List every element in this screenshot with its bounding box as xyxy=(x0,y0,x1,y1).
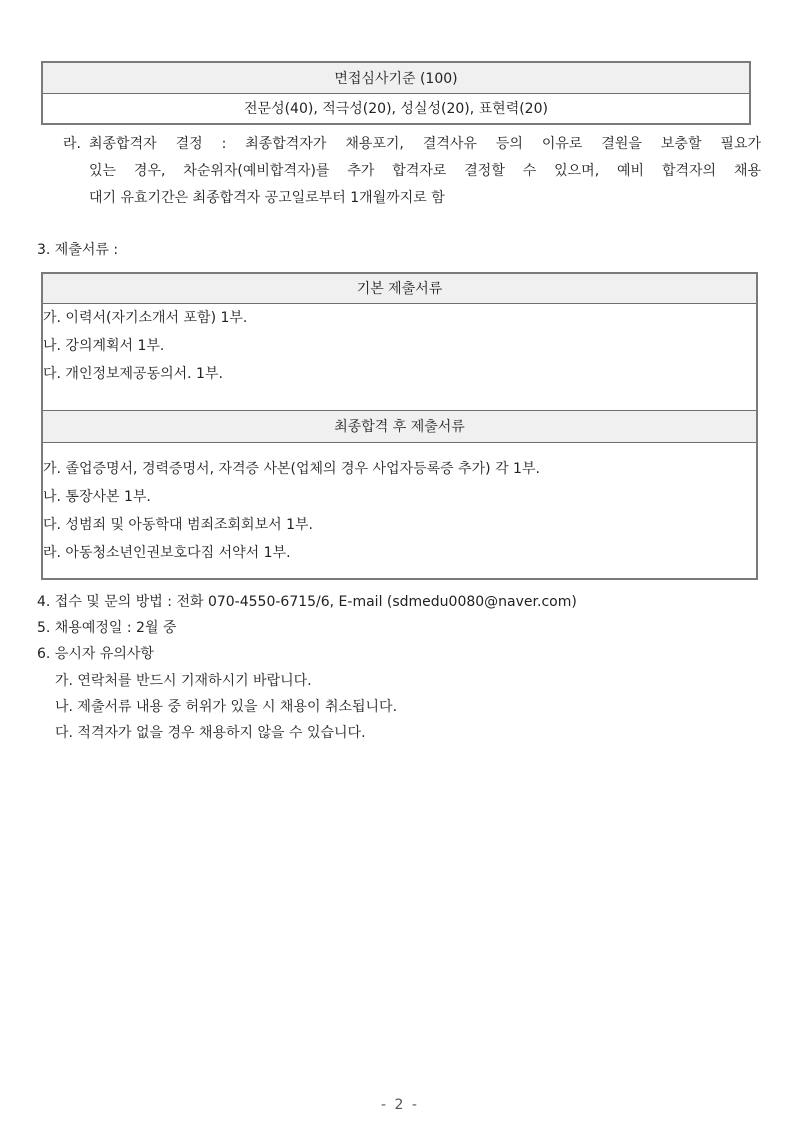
section-6-title: 6. 응시자 유의사항 xyxy=(37,646,154,662)
basic-documents-header: 기본 제출서류 xyxy=(42,273,757,303)
section-6-notes xyxy=(55,668,397,746)
after-final-documents-header: 최종합격 후 제출서류 xyxy=(42,410,757,442)
after-final-document-item: 가. 졸업증명서, 경력증명서, 자격증 사본(업체의 경우 사업자등록증 추가) 각 1부. xyxy=(43,460,540,477)
applicant-note: 나. 제출서류 내용 중 허위가 있을 시 채용이 취소됩니다. xyxy=(55,699,398,715)
interview-criteria-values: 전문성(40), 적극성(20), 성실성(20), 표현력(20) xyxy=(42,93,750,124)
final-decision-line-1: 최종합격자 결정 : 최종합격자가 채용포기, 결격사유 등의 이유로 결원을 보충할 필요가 xyxy=(89,136,761,152)
after-final-document-item: 다. 성범죄 및 아동학대 범죄조회회보서 1부. xyxy=(43,516,313,533)
contact-label: 4. 접수 및 문의 방법 : xyxy=(37,594,177,610)
interview-criteria-table xyxy=(41,61,751,125)
after-final-document-item: 라. 아동청소년인권보호다짐 서약서 1부. xyxy=(43,544,291,561)
after-final-document-item: 나. 통장사본 1부. xyxy=(43,488,151,505)
basic-document-item: 가. 이력서(자기소개서 포함) 1부. xyxy=(43,309,248,326)
final-decision-line-3: 대기 유효기간은 최종합격자 공고일로부터 1개월까지로 함 xyxy=(89,190,445,206)
section-4-contact xyxy=(37,592,577,612)
interview-criteria-header: 면접심사기준 (100) xyxy=(42,62,750,93)
basic-documents-list xyxy=(42,303,757,410)
after-final-documents-list xyxy=(42,442,757,579)
final-decision-marker: 라. xyxy=(63,136,81,152)
contact-value: 전화 070-4550-6715/6, E-mail (sdmedu0080@naver.com) xyxy=(176,594,577,610)
page-number: - 2 - xyxy=(381,1097,419,1113)
submission-documents-table xyxy=(41,272,758,580)
final-decision-paragraph xyxy=(63,131,763,212)
applicant-note: 다. 적격자가 없을 경우 채용하지 않을 수 있습니다. xyxy=(55,725,366,741)
basic-document-item: 나. 강의계획서 1부. xyxy=(43,337,165,354)
final-decision-line-2: 있는 경우, 차순위자(예비합격자)를 추가 합격자로 결정할 수 있으며, 예비 합격자의 채용 xyxy=(89,163,761,179)
section-5-hiring-date: 5. 채용예정일 : 2월 중 xyxy=(37,620,177,636)
section-3-title: 3. 제출서류 : xyxy=(37,242,119,258)
basic-document-item: 다. 개인정보제공동의서. 1부. xyxy=(43,365,223,382)
applicant-note: 가. 연락처를 반드시 기재하시기 바랍니다. xyxy=(55,673,312,689)
